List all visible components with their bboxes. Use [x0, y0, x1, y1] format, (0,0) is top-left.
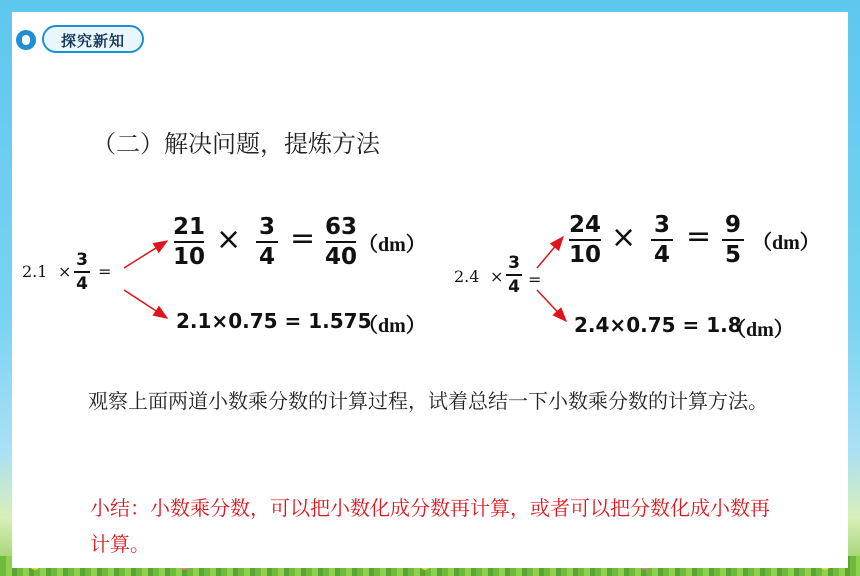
ex2-lhs-denominator: 4 [508, 277, 520, 297]
ex2-m1-b-denominator: 4 [653, 242, 670, 268]
ex2-m1-unit: （dm） [752, 232, 820, 254]
ex2-m1-a-denominator: 10 [569, 242, 602, 268]
ex1-m1-result-denominator: 40 [325, 244, 358, 270]
ex1-decimal: 2.1 [22, 262, 48, 281]
ex2-m1-times: × [611, 220, 637, 255]
ex2-m1-equals: = [686, 219, 712, 254]
ex2-m1-b-numerator: 3 [653, 212, 670, 238]
ex2-m2-unit: （dm） [726, 319, 794, 341]
ex2-decimal: 2.4 [454, 267, 480, 286]
ex2-m2-expression: 2.4×0.75 = 1.8 [574, 313, 742, 337]
ex1-arrow-down [124, 290, 167, 318]
ex2-times: × [490, 267, 504, 286]
ex2-arrow-up [537, 237, 563, 268]
ex2-m1-a-numerator: 24 [569, 212, 602, 238]
ex2-m1-result-denominator: 5 [724, 242, 741, 268]
ex1-lhs-numerator: 3 [76, 250, 88, 270]
ex1-m1-times: × [216, 222, 242, 257]
ex1-times: × [58, 262, 72, 281]
ex2-equals: = [528, 270, 542, 289]
ex1-arrow-up [124, 241, 167, 268]
ex2-m1-result-numerator: 9 [724, 212, 741, 238]
ex1-m1-equals: = [290, 221, 316, 256]
summary-paragraph: 小结：小数乘分数，可以把小数化成分数再计算，或者可以把分数化成小数再计算。 [90, 496, 770, 556]
ex1-m2-expression: 2.1×0.75 = 1.575 [176, 309, 372, 333]
ex2-lhs-numerator: 3 [508, 253, 520, 273]
ex1-m1-a-denominator: 10 [173, 244, 206, 270]
ex1-m2-unit: （dm） [358, 315, 426, 337]
ex1-m1-unit: （dm） [358, 234, 426, 256]
ex1-equals: = [98, 262, 112, 281]
ex2-arrow-down [537, 290, 566, 321]
section-tag-label: 探究新知 [60, 32, 125, 50]
ex1-m1-a-numerator: 21 [173, 214, 206, 240]
ex1-m1-b-numerator: 3 [258, 214, 275, 240]
ex1-m1-result-numerator: 63 [325, 214, 358, 240]
heading: （二）解决问题，提炼方法 [92, 130, 380, 158]
observation-paragraph: 观察上面两道小数乘分数的计算过程，试着总结一下小数乘分数的计算方法。 [88, 389, 768, 413]
ex1-m1-b-denominator: 4 [258, 244, 275, 270]
ex1-lhs-denominator: 4 [76, 274, 88, 294]
